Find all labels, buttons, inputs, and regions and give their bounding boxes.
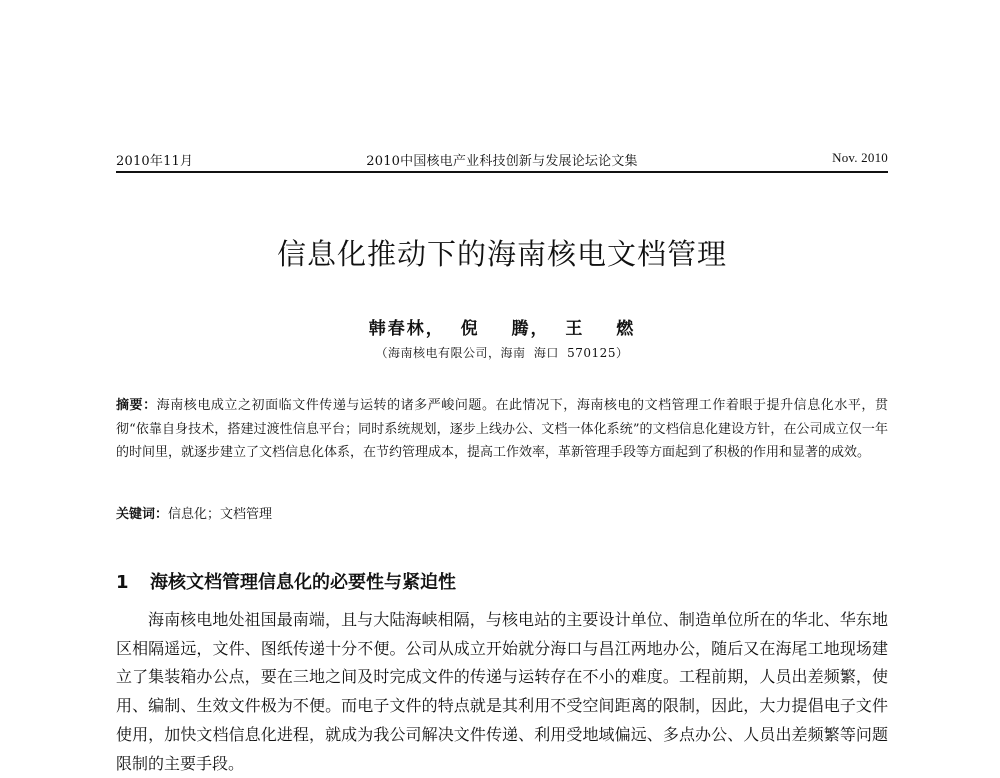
paper-authors: 韩春林， 倪 腾， 王 燃 — [368, 319, 636, 339]
abstract — [116, 394, 888, 465]
keywords-label: 关键词： — [116, 507, 169, 522]
header-divider — [116, 171, 888, 173]
paper-title: 信息化推动下的海南核电文档管理 — [276, 237, 727, 271]
section-paragraph: 海南核电地处祖国最南端，且与大陆海峡相隔，与核电站的主要设计单位、制造单位所在的华北、华东地区相隔遥远，文件、图纸传递十分不便。公司从成立开始就分海口与昌江两地办公，随后又在海尾工地现场建立了集装箱办公点，要在三地之间及时完成文件的传递与运转存在不小的难度。工程前期，人员出差频繁，使用、编制、生效文件极为不便。而电子文件的特点就是其利用不受空间距离的限制，因此，大力提倡电子文件使用，加快文档信息化进程，就成为我公司解决文件传递、利用受地域偏远、多点办公、人员出差频繁等问题限制的主要手段。 — [116, 610, 888, 773]
abstract-text: 海南核电成立之初面临文件传递与运转的诸多严峻问题。在此情况下，海南核电的文档管理工作着眼于提升信息化水平，贯彻“依靠自身技术，搭建过渡性信息平台；同时系统规划，逐步上线办公、文档一体化系统”的文档信息化建设方针，在公司成立仅一年的时间里，就逐步建立了文档信息化体系，在节约管理成本，提高工作效率，革新管理手段等方面起到了积极的作用和显著的成效。 — [116, 398, 888, 460]
keywords-text: 信息化；文档管理 — [168, 507, 273, 522]
header-date-en: Nov. 2010 — [832, 150, 888, 165]
paper-affiliation: （海南核电有限公司，海南 海口 570125） — [375, 346, 629, 360]
section-heading — [116, 568, 888, 594]
abstract-label: 摘要： — [116, 398, 157, 413]
header-series-title: 2010中国核电产业科技创新与发展论坛论文集 — [366, 154, 638, 169]
section-title: 海核文档管理信息化的必要性与紧迫性 — [150, 572, 456, 593]
section-number: 1 — [116, 572, 129, 593]
running-header — [116, 146, 888, 170]
header-date-cn: 2010年11月 — [116, 154, 194, 169]
keywords — [116, 504, 888, 526]
